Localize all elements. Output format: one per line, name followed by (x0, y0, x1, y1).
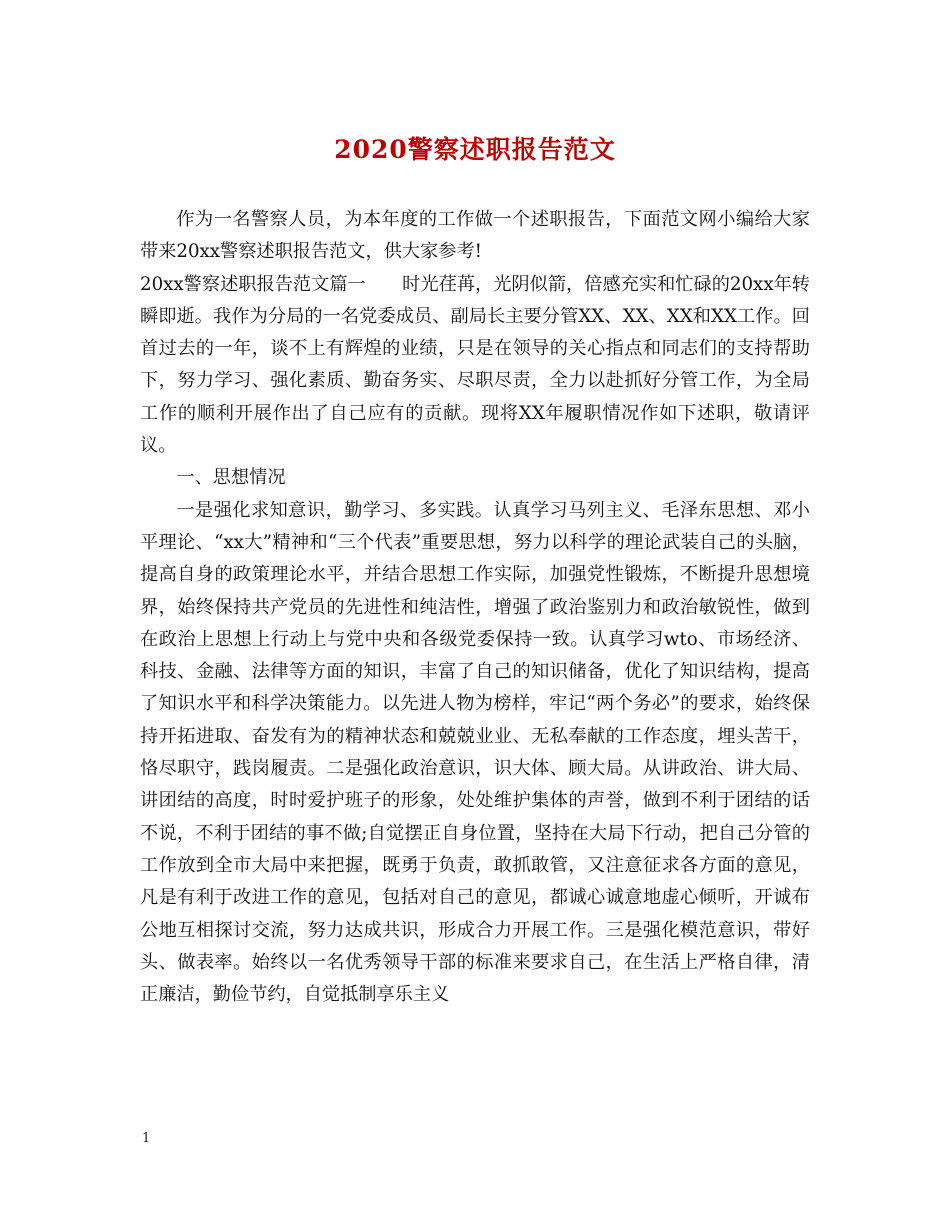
paragraph-intro: 作为一名警察人员，为本年度的工作做一个述职报告，下面范文网小编给大家带来20xx警察述职报告范文，供大家参考! (140, 209, 810, 263)
paragraph-thoughts-detail: 一是强化求知意识，勤学习、多实践。认真学习马列主义、毛泽东思想、邓小平理论、“xx大”精神和“三个代表”重要思想，努力以科学的理论武装自己的头脑，提高自身的政策理论水平，并结合思想工作实际，加强党性锻炼，不断提升思想境界，始终保持共产党员的先进性和纯洁性，增强了政治鉴别力和政治敏锐性，做到在政治上思想上行动上与党中央和各级党委保持一致。认真学习wto、市场经济、科技、金融、法律等方面的知识，丰富了自己的知识储备，优化了知识结构，提高了知识水平和科学决策能力。以先进人物为榜样，牢记“两个务必”的要求，始终保持开拓进取、奋发有为的精神状态和兢兢业业、无私奉献的工作态度，埋头苦干，恪尽职守，践岗履责。二是强化政治意识，识大体、顾大局。从讲政治、讲大局、讲团结的高度，时时爱护班子的形象，处处维护集体的声誉，做到不利于团结的话不说，不利于团结的事不做;自觉摆正自身位置，坚持在大局下行动，把自己分管的工作放到全市大局中来把握，既勇于负责，敢抓敢管，又注意征求各方面的意见，凡是有利于改进工作的意见，包括对自己的意见，都诚心诚意地虚心倾听，开诚布公地互相探讨交流，努力达成共识，形成合力开展工作。三是强化模范意识，带好头、做表率。始终以一名优秀领导干部的标准来要求自己，在生活上严格自律，清正廉洁，勤俭节约，自觉抵制享乐主义 (140, 499, 810, 1006)
page-number: 1 (142, 1131, 151, 1146)
paragraph-article-one-opening: 20xx警察述职报告范文篇一 时光荏苒，光阴似箭，倍感充实和忙碌的20xx年转瞬即逝。我作为分局的一名党委成员、副局长主要分管XX、XX、XX和XX工作。回首过去的一年，谈不上有辉煌的业绩，只是在领导的关心指点和同志们的支持帮助下，努力学习、强化素质、勤奋务实、尽职尽责，全力以赴抓好分管工作，为全局工作的顺利开展作出了自己应有的贡献。现将XX年履职情况作如下述职，敬请评议。 (140, 273, 810, 457)
section-heading-thoughts: 一、思想情况 (176, 467, 286, 489)
document-body (140, 204, 810, 1011)
document-title: 2020警察述职报告范文 (334, 135, 616, 164)
